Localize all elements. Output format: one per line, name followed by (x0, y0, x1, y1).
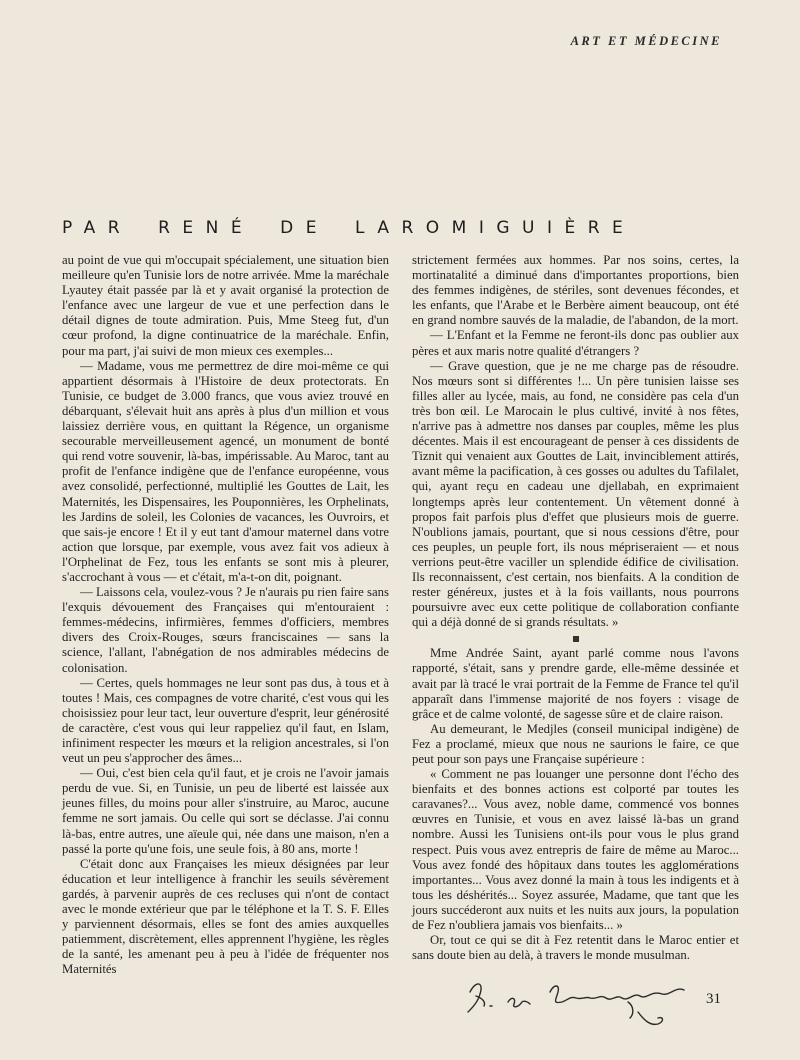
section-separator (412, 634, 739, 642)
paragraph: Or, tout ce qui se dit à Fez retentit dans le Maroc entier et sans doute bien au delà, à travers le monde musulman. (412, 933, 739, 963)
paragraph: Mme Andrée Saint, ayant parlé comme nous l'avons rapporté, s'était, sans y prendre garde, elle-même dessinée et avait par là tracé le vrai portrait de la Femme de France tel qu'il apparaît dans l'immense majorité de nos foyers : visage de grâce et de calme volonté, de sagesse sûre et de claire raison. (412, 646, 739, 721)
paragraph: — Certes, quels hommages ne leur sont pas dus, à tous et à toutes ! Mais, ces compagnes de votre charité, c'est vous qui les choisissiez pour leur tact, leur ouverture d'esprit, leur générosité de caractère, c'est vous qui leur rappeliez qu'il faut, en Islam, infiniment respecter les mœurs et la religion ancestrales, si l'on veut un peu s'approcher des âmes... (62, 675, 389, 766)
running-title: ART ET MÉDECINE (570, 34, 722, 48)
paragraph: — L'Enfant et la Femme ne feront-ils donc pas oublier aux pères et aux maris notre qualité d'étrangers ? (412, 328, 739, 358)
square-ornament-icon (573, 636, 579, 642)
author-signature (458, 972, 698, 1040)
byline-word: LAROMIGUIÈRE (354, 218, 636, 238)
right-column (412, 253, 739, 963)
paragraph: — Laissons cela, voulez-vous ? Je n'aurais pu rien faire sans l'exquis dévouement des Françaises qui m'entouraient : femmes-médecins, infirmières, femmes d'officiers, membres divers des Croix-Rouges, sœurs franciscaines — sans la science, l'allant, l'abnégation de nos admirables médecins de colonisation. (62, 585, 389, 675)
byline (62, 218, 635, 238)
paragraph: C'était donc aux Françaises les mieux désignées par leur éducation et leur intelligence à franchir les seuils sévèrement gardés, à parvenir auprès de ces recluses qui n'ont de contact avec le monde extérieur que par le téléphone et la T. S. F. Elles y parviennent désormais, elles se font des amies auxquelles patiemment, discrètement, elles apprennent l'hygiène, les règles de la santé, les amenant peu à peu à l'idée de fréquenter nos Maternités (62, 856, 389, 977)
page-number: 31 (706, 991, 721, 1007)
paragraph: — Oui, c'est bien cela qu'il faut, et je crois ne l'avoir jamais perdu de vue. Si, en Tunisie, un peu de liberté est laissée aux jeunes filles, du moins pour aller s'instruire, au Maroc, aucune femme ne sort jamais. Ou celle qui sort se déclasse. J'ai connu là-bas, entre autres, une aïeule qui, née dans une maison, n'en a passé la porte qu'une fois, une seule fois, à 80 ans, morte ! (62, 766, 389, 856)
paragraph: Au demeurant, le Medjles (conseil municipal indigène) de Fez a proclamé, mieux que nous ne saurions le faire, ce que peut pour son pays une Française supérieure : (412, 721, 739, 766)
left-column (62, 253, 389, 978)
paragraph: « Comment ne pas louanger une personne dont l'écho des bienfaits et des bonnes actions est colporté par toutes les caravanes?... Vous avez, noble dame, commencé vos bonnes œuvres en Tunisie, et vous en avez laissé là-bas un grand nombre. Aussi les Tunisiens ont-ils pour vous le plus grand respect. Puis vous avez entrepris de faire de même au Maroc... Vous avez fondé des hôpitaux dans toutes les agglomérations importantes... Vous avez donné la main à tous les indigents et à tous les déshérités... Soyez assurée, Madame, que tant que les jours succéderont aux nuits et les nuits aux jours, la population de Fez n'oubliera jamais vos bienfaits... » (412, 767, 739, 933)
byline-word: RENÉ (158, 218, 255, 238)
byline-word: DE (280, 218, 329, 238)
byline-word: PAR (62, 218, 133, 238)
paragraph: au point de vue qui m'occupait spécialement, une situation bien meilleure qu'en Tunisie lors de notre arrivée. Mme la maréchale Lyautey était passée par là et y avait organisé la protection de l'enfance avec une largeur de vue et une perfection dans le détail dignes de toute admiration. Puis, Mme Steeg fut, d'un cœur profond, la digne continuatrice de la maréchale. Enfin, pour ma part, j'ai suivi de mon mieux ces exemples... (62, 253, 389, 358)
paragraph: — Madame, vous me permettrez de dire moi-même ce qui appartient désormais à l'Histoire de deux protectorats. En Tunisie, ce budget de 3.000 francs, que vous aviez trouvé en débarquant, s'élevait huit ans après à plus d'un million et vous laissiez derrière vous, en quittant la Régence, un organisme secourable merveilleusement agencé, un monument de bonté qui rend votre souvenir, là-bas, impérissable. Au Maroc, tant au profit de l'enfance indigène que de l'enfance européenne, vous avez consolidé, perfectionné, multiplié les Gouttes de Lait, les Maternités, les Dispensaires, les Pouponnières, les Orphelinats, les Jardins de soleil, les Colonies de vacances, les Ouvroirs, et que sais-je encore ! Et il y eut tant d'amour maternel dans votre action que lorsque, par exemple, vous avez fait vos adieux à l'Orphelinat de Fez, tous les enfants se sont mis à pleurer, s'accrochant à vous — et c'était, m'a-t-on dit, poignant. (62, 358, 389, 584)
paragraph: strictement fermées aux hommes. Par nos soins, certes, la mortinatalité a diminué dans d'importantes proportions, bien des femmes indigènes, de stériles, sont devenues fécondes, et les enfants, que l'Arabe et le Berbère aiment beaucoup, ont été en grand nombre sauvés de la maladie, de l'abandon, de la mort. (412, 253, 739, 328)
paragraph: — Grave question, que je ne me charge pas de résoudre. Nos mœurs sont si différentes !... Un père tunisien laisse ses filles aller au lycée, mais, au fond, ne considère pas cela d'un très bon œil. Le Marocain le plus cultivé, invité à nos fêtes, n'arrive pas à admettre nos danses par couples, même les plus décentes. Mais il est encourageant de penser à ces dissidents de Tiznit qui venaient aux Gouttes de Lait, invinciblement attirés, avant même la pacification, à ces gosses ou adultes du Tafilalet, qui, ayant reçu en cadeau une djellabah, en exprimaient longtemps après leur contentement. Un vêtement donné à propos fait parfois plus d'effet que plusieurs mois de guerre. N'oublions jamais, pourtant, que si nous cessions d'être, pour ces peuples, un peuple fort, ils nous mépriseraient — et nous verrions peut-être vaciller un splendide édifice de civilisation. Ils reconnaissent, c'est certain, nos bienfaits. A la condition de rester généreux, justes et à la fois vaillants, nous pourrons poursuivre avec eux cette politique de collaboration confiante qui a déjà donné de si grands résultats. » (412, 358, 739, 630)
